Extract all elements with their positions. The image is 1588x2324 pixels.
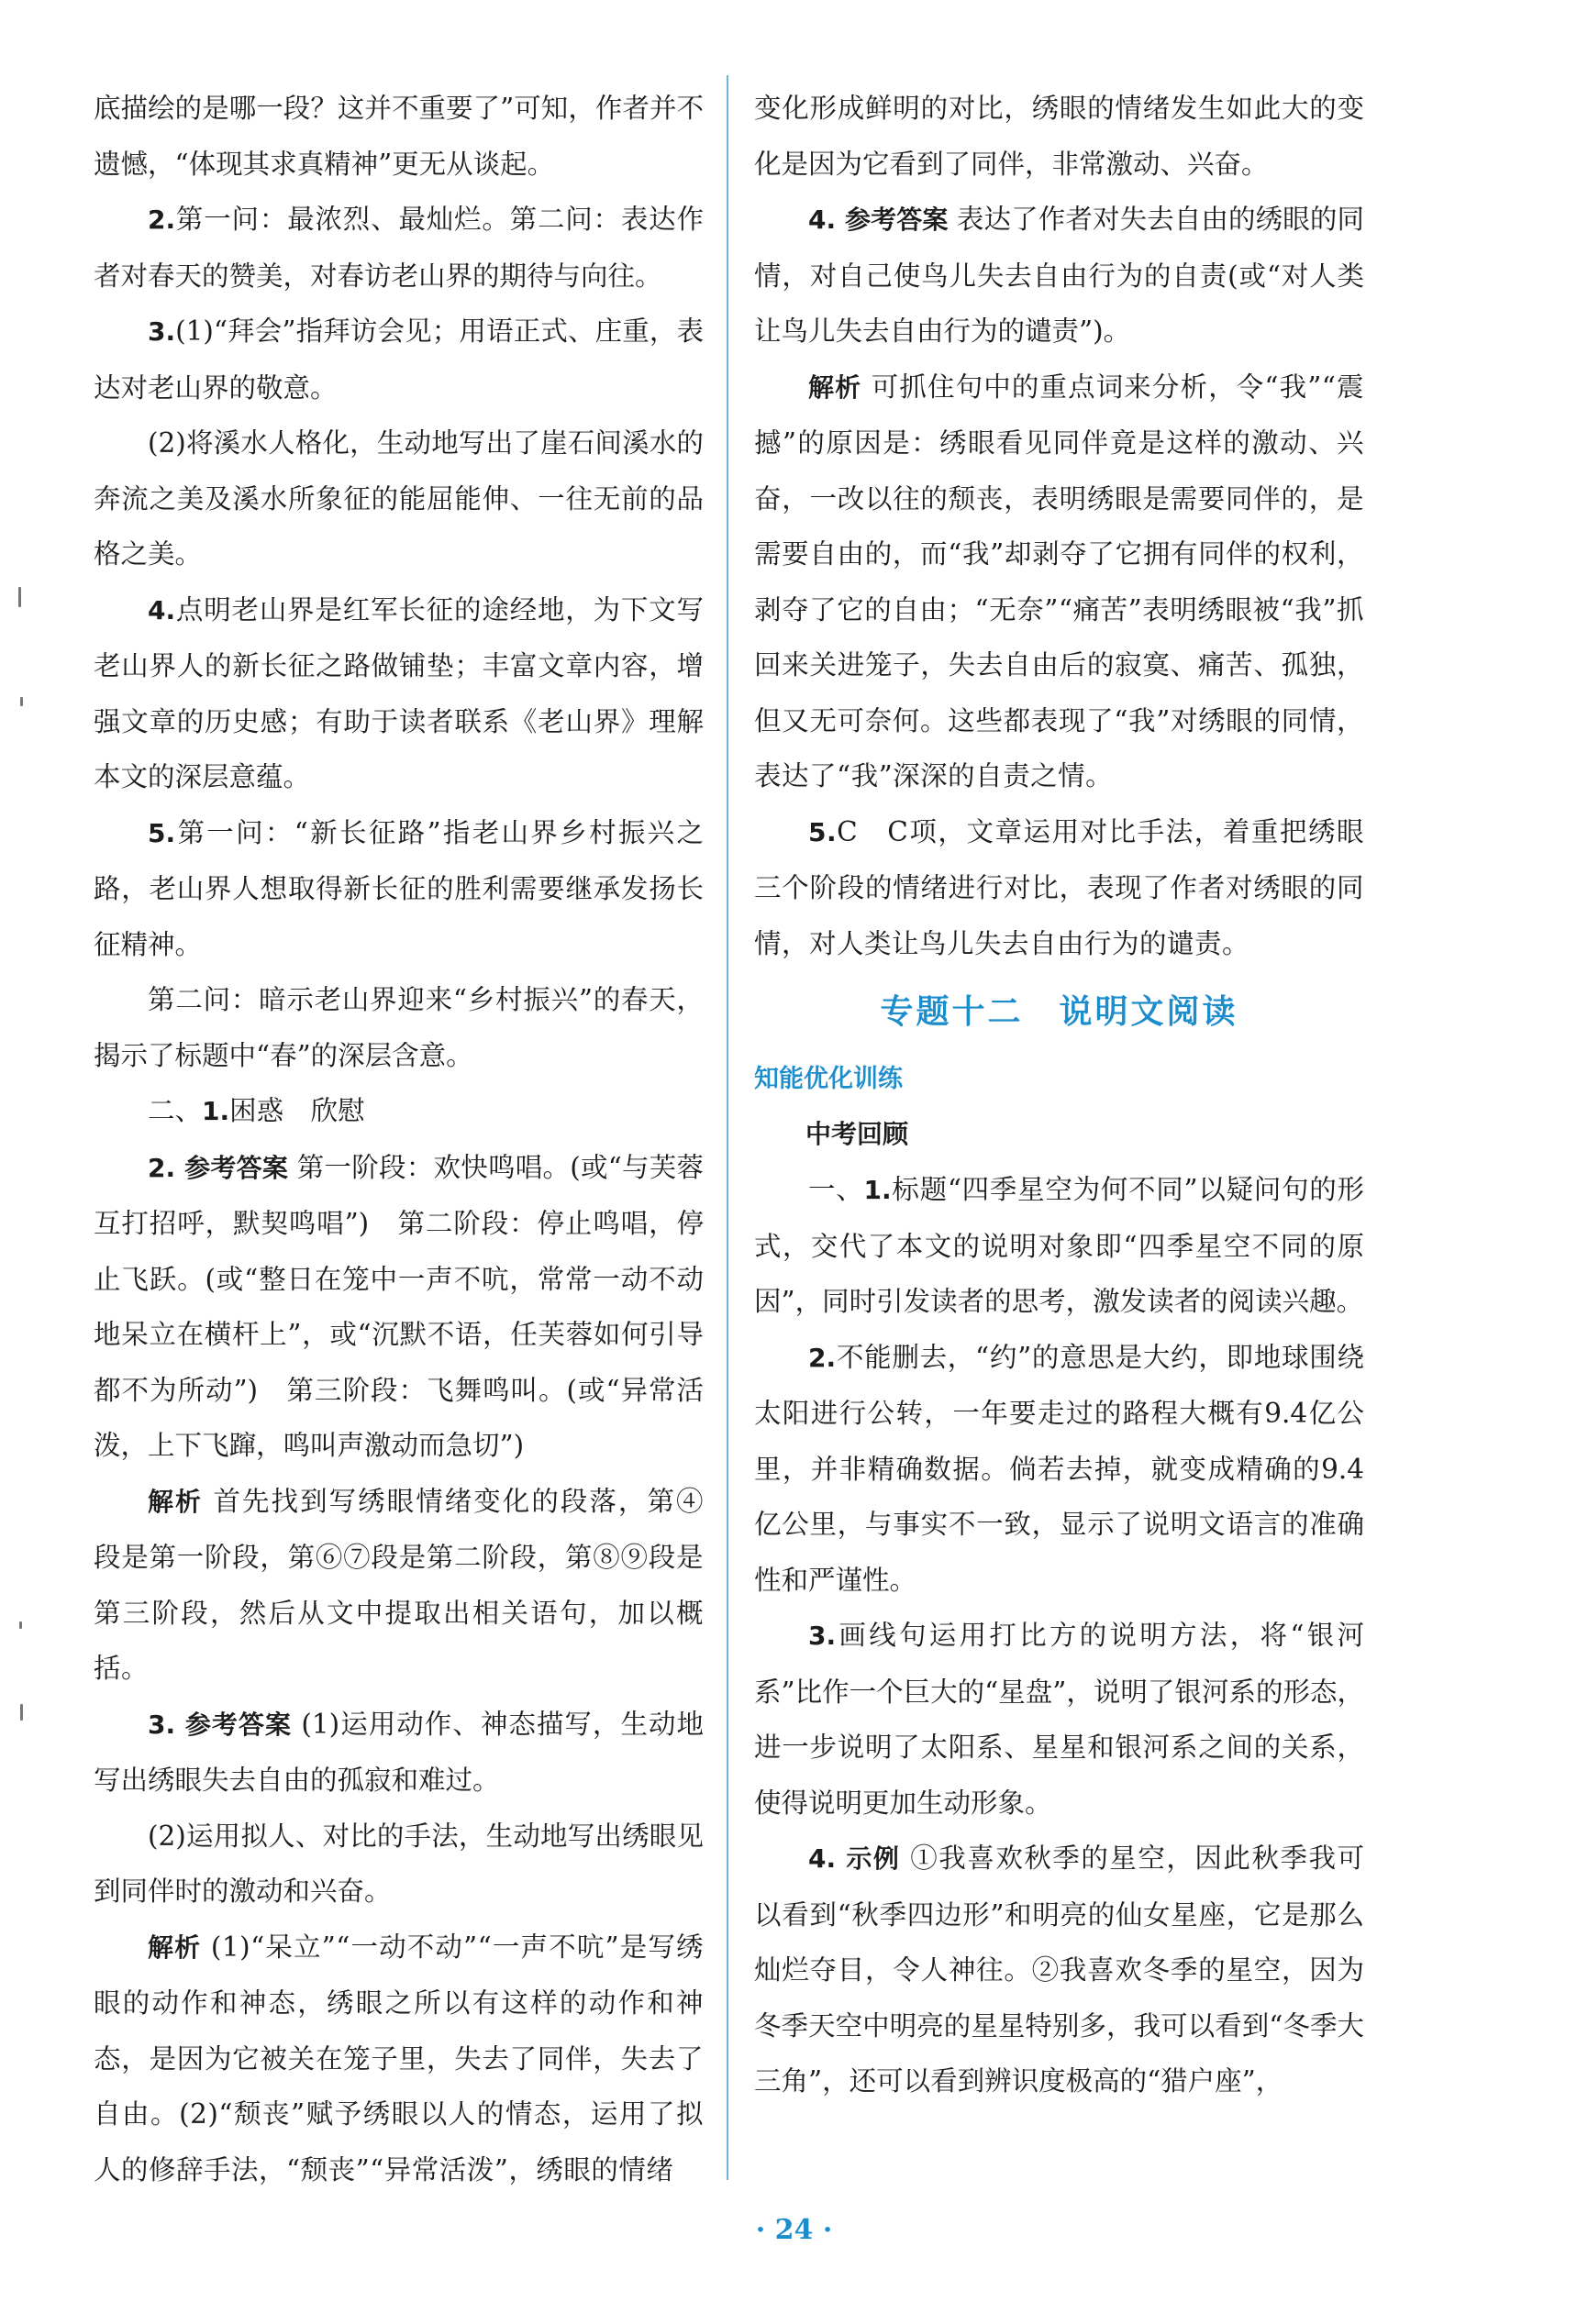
- answer-label: 4. 参考答案: [808, 205, 949, 235]
- answer-label: 2.: [808, 1342, 837, 1373]
- paragraph: [754, 360, 1364, 804]
- answer-label: 4. 示例: [808, 1843, 901, 1874]
- right-column: [754, 81, 1364, 2109]
- answer-label: 2. 参考答案: [148, 1152, 289, 1183]
- paragraph-text: 第一阶段：欢快鸣唱。(或“与芙蓉互打招呼，默契鸣唱”) 第二阶段：停止鸣唱，停止飞跃。(或“整日在笼中一声不吭，常常一动不动地呆立在横杆上”，或“沉默不语，任芙蓉如何引导都不为所动”) 第三阶段：飞舞鸣叫。(或“异常活泼，上下飞蹿，鸣叫声激动而急切”): [94, 1151, 705, 1461]
- paragraph-text: 表达了作者对失去自由的绣眼的同情，对自己使鸟儿失去自由行为的自责(或“对人类让鸟儿失去自由行为的谴责”)。: [754, 204, 1364, 347]
- paragraph-text: 标题“四季星空为何不同”以疑问句的形式，交代了本文的说明对象即“四季星空不同的原因”，同时引发读者的思考，激发读者的阅读兴趣。: [754, 1174, 1364, 1317]
- paragraph: [94, 1140, 704, 1474]
- paragraph-text: ①我喜欢秋季的星空，因此秋季我可以看到“秋季四边形”和明亮的仙女星座，它是那么灿烂夺目，令人神往。②我喜欢冬季的星空，因为冬季天空中明亮的星星特别多，我可以看到“冬季大三角”，还可以看到辨识度极高的“猎户座”，: [754, 1843, 1364, 2097]
- paragraph: [94, 972, 704, 1083]
- paragraph-text: 底描绘的是哪一段？这并不重要了”可知，作者并不遗憾，“体现其求真精神”更无从谈起。: [94, 93, 704, 180]
- paragraph: [94, 81, 704, 192]
- answer-label: 4.: [148, 594, 176, 625]
- paragraph: [94, 582, 704, 805]
- paragraph-text: 可抓住句中的重点词来分析，令“我”“震撼”的原因是：绣眼看见同伴竟是这样的激动、兴奋，一改以往的颓丧，表明绣眼是需要同伴的，是需要自由的，而“我”却剥夺了它拥有同伴的权利，剥夺了它的自由；“无奈”“痛苦”表明绣眼被“我”抓回来关进笼子，失去自由后的寂寞、痛苦、孤独，但又无可奈何。这些都表现了“我”对绣眼的同情，表达了“我”深深的自责之情。: [754, 371, 1364, 791]
- paragraph-text: 不能删去，“约”的意思是大约，即地球围绕太阳进行公转，一年要走过的路程大概有9.4亿公里，并非精确数据。倘若去掉，就变成精确的9.4亿公里，与事实不一致，显示了说明文语言的准确性和严谨性。: [754, 1341, 1364, 1596]
- paragraph-text: (1)“拜会”指拜访会见；用语正式、庄重，表达对老山界的敬意。: [94, 315, 704, 404]
- paragraph: [754, 1831, 1364, 2109]
- paragraph: [94, 1809, 704, 1920]
- paragraph-text: 第一问：最浓烈、最灿烂。第二问：表达作者对春天的赞美，对春访老山界的期待与向往。: [94, 204, 704, 292]
- paragraph: [94, 1474, 704, 1697]
- paragraph-text: (1)运用动作、神态描写，生动地写出绣眼失去自由的孤寂和难过。: [94, 1708, 704, 1796]
- paragraph: [754, 1608, 1364, 1831]
- scan-mark: [19, 1621, 22, 1629]
- scan-mark: [20, 697, 23, 706]
- paragraph-text: (1)“呆立”“一动不动”“一声不吭”是写绣眼的动作和神态，绣眼之所以有这样的动作和神态，是因为它被关在笼子里，失去了同伴，失去了自由。(2)“颓丧”赋予绣眼以人的情态，运用了拟人的修辞手法，“颓丧”“异常活泼”，绣眼的情绪: [94, 1931, 704, 2186]
- left-column: [94, 81, 704, 2197]
- paragraph: [754, 804, 1364, 972]
- paragraph: [94, 304, 704, 415]
- scan-mark: [20, 1704, 23, 1721]
- paragraph: [754, 1330, 1364, 1609]
- answer-label: 1.: [863, 1175, 892, 1205]
- paragraph-text: 困惑 欣慰: [229, 1095, 365, 1126]
- paragraph: [94, 192, 704, 304]
- paragraph-text: 变化形成鲜明的对比，绣眼的情绪发生如此大的变化是因为它看到了同伴，非常激动、兴奋。: [754, 93, 1364, 180]
- paragraph: [94, 1083, 704, 1140]
- paragraph: [754, 81, 1364, 192]
- paragraph-text: 首先找到写绣眼情绪变化的段落，第④段是第一阶段，第⑥⑦段是第二阶段，第⑧⑨段是第三阶段，然后从文中提取出相关语句，加以概括。: [94, 1485, 704, 1684]
- answer-label: 5.: [148, 817, 176, 848]
- paragraph-text: 一、: [808, 1174, 864, 1205]
- right-column-answers-continued: [754, 1162, 1364, 2109]
- paragraph: [754, 1162, 1364, 1330]
- answer-label: 解析: [148, 1931, 202, 1963]
- page-number: · 24 ·: [755, 2214, 833, 2246]
- paragraph-text: 画线句运用打比方的说明方法，将“银河系”比作一个巨大的“星盘”，说明了银河系的形态，进一步说明了太阳系、星星和银河系之间的关系，使得说明更加生动形象。: [754, 1620, 1364, 1819]
- paragraph: [94, 1697, 704, 1809]
- answer-label: 5.: [808, 816, 838, 847]
- scan-mark: [18, 587, 21, 607]
- paragraph-text: 第二问：暗示老山界迎来“乡村振兴”的春天，揭示了标题中“春”的深层含意。: [94, 984, 704, 1071]
- answer-label: 解析: [808, 371, 862, 403]
- right-column-answers: [754, 81, 1364, 971]
- paragraph: [94, 805, 704, 973]
- paragraph-text: (2)将溪水人格化，生动地写出了崖石间溪水的奔流之美及溪水所象征的能屈能伸、一往无前的品格之美。: [94, 427, 704, 570]
- section-heading: 专题十二 说明文阅读: [880, 993, 1238, 1031]
- paragraph-text: (2)运用拟人、对比的手法，生动地写出绣眼见到同伴时的激动和兴奋。: [94, 1820, 704, 1907]
- paragraph: [94, 415, 704, 582]
- answer-label: 2.: [148, 205, 176, 235]
- answer-label: 3. 参考答案: [148, 1709, 292, 1740]
- subheading: 知能优化训练: [754, 1065, 903, 1093]
- paragraph-text: 二、: [148, 1095, 203, 1126]
- paragraph-text: C C项，文章运用对比手法，着重把绣眼三个阶段的情绪进行对比，表现了作者对绣眼的同情，对人类让鸟儿失去自由行为的谴责。: [754, 815, 1364, 959]
- sub-subheading: 中考回顾: [805, 1119, 909, 1149]
- paragraph-text: 第一问：“新长征路”指老山界乡村振兴之路，老山界人想取得新长征的胜利需要继承发扬长征精神。: [94, 816, 704, 960]
- answer-label: 3.: [808, 1621, 837, 1651]
- column-divider: [727, 75, 728, 2180]
- answer-label: 1.: [202, 1096, 230, 1126]
- paragraph: [94, 1920, 704, 2198]
- paragraph: [754, 192, 1364, 360]
- answer-label: 3.: [148, 316, 176, 347]
- answer-label: 解析: [148, 1486, 204, 1517]
- paragraph-text: 点明老山界是红军长征的途经地，为下文写老山界人的新长征之路做铺垫；丰富文章内容，增强文章的历史感；有助于读者联系《老山界》理解本文的深层意蕴。: [94, 593, 704, 792]
